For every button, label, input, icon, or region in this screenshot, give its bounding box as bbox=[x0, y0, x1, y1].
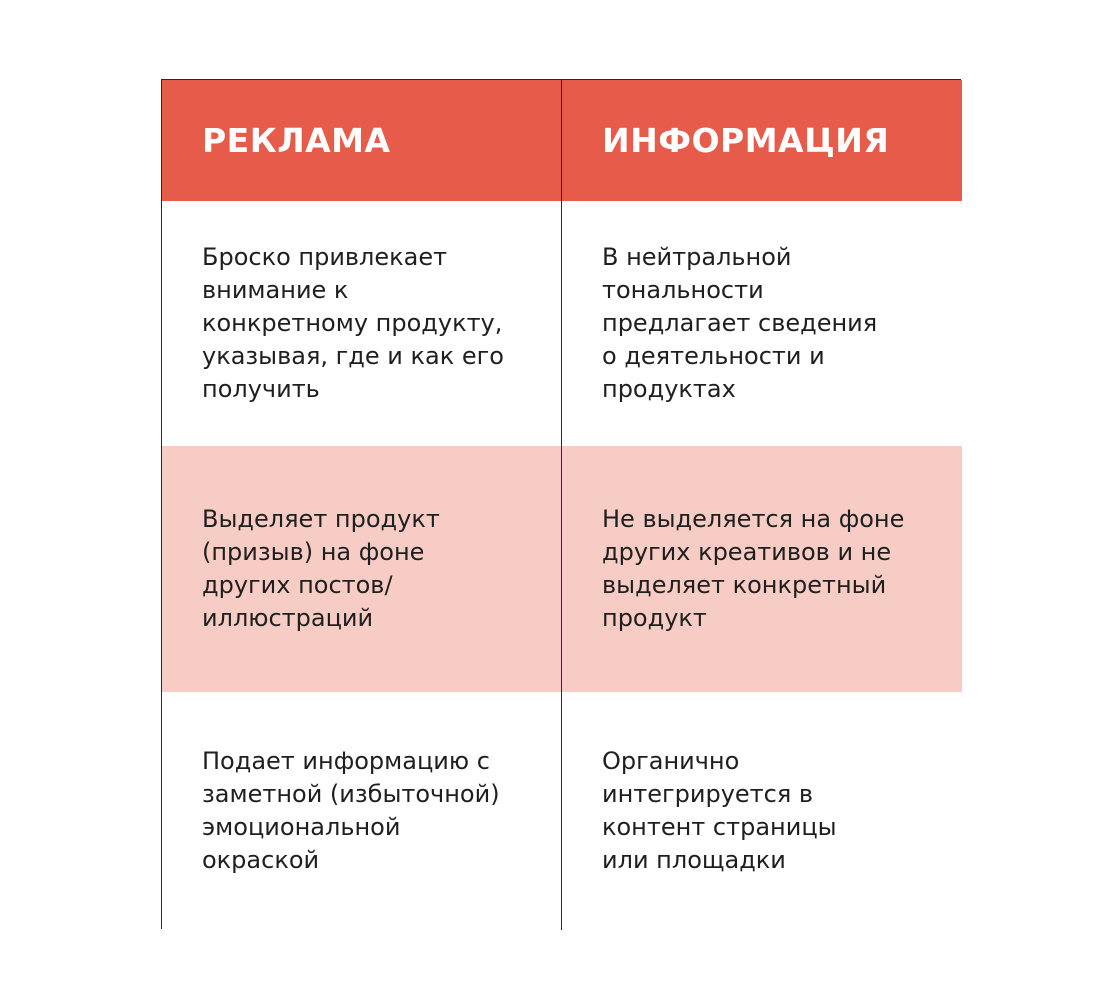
row-3-information-text: Органично интегрируется в контент страницы или площадки bbox=[602, 747, 837, 874]
header-advertising bbox=[162, 80, 562, 201]
row-1-advertising-cell bbox=[162, 201, 562, 446]
row-2-information-cell bbox=[562, 446, 962, 692]
row-3-advertising-cell bbox=[162, 692, 562, 930]
row-1-information-text: В нейтральной тональности предлагает сведения о деятельности и продуктах bbox=[602, 243, 878, 403]
row-2-information-text: Не выделяется на фоне других креативов и не выделяет конкретный продукт bbox=[602, 505, 905, 632]
row-2-advertising-text: Выделяет продукт (призыв) на фоне других постов/ иллюстраций bbox=[202, 505, 440, 632]
row-1-information-cell bbox=[562, 201, 962, 446]
row-1-advertising-text: Броско привлекает внимание к конкретному продукту, указывая, где и как его получить bbox=[202, 243, 504, 403]
header-information bbox=[562, 80, 962, 201]
comparison-table bbox=[161, 79, 961, 929]
row-3-information-cell bbox=[562, 692, 962, 930]
header-advertising-label: РЕКЛАМА bbox=[202, 121, 391, 160]
row-3-advertising-text: Подает информацию с заметной (избыточной) эмоциональной окраской bbox=[202, 747, 500, 874]
header-information-label: ИНФОРМАЦИЯ bbox=[602, 121, 890, 160]
row-2-advertising-cell bbox=[162, 446, 562, 692]
